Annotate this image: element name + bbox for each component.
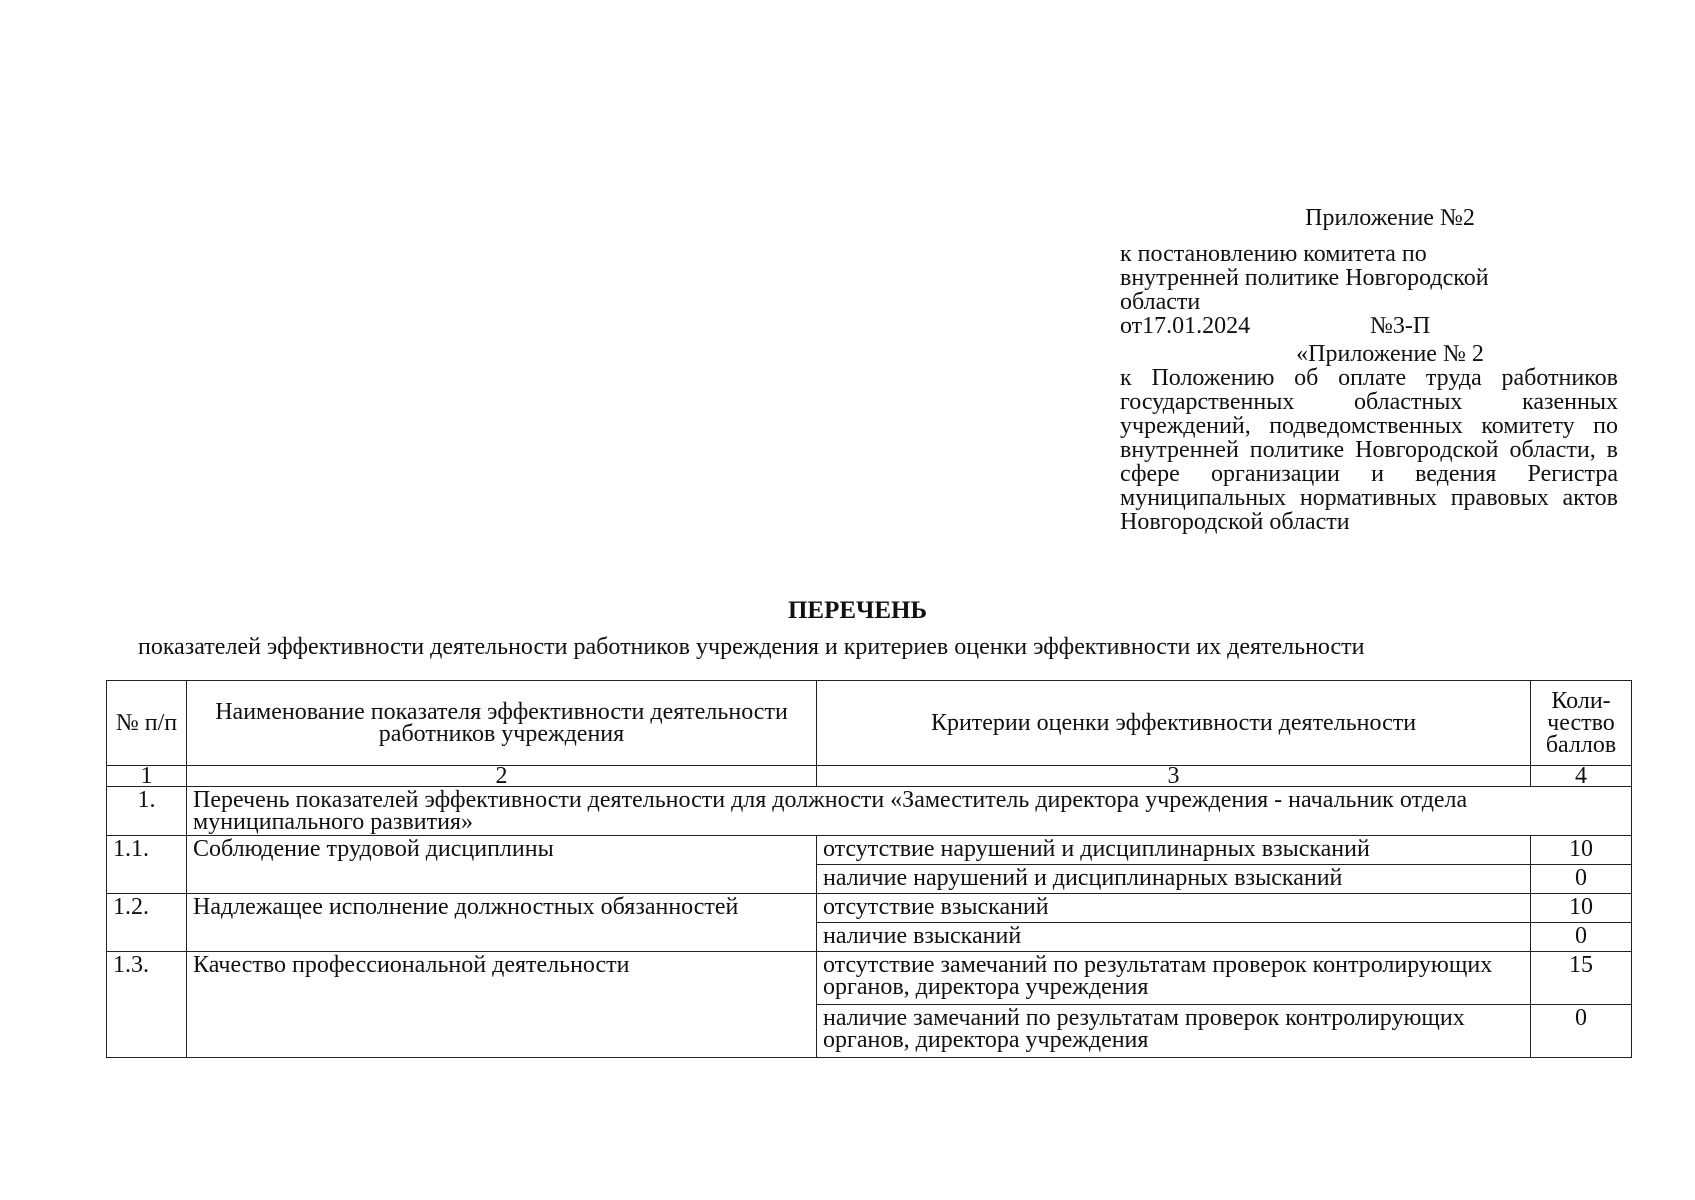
- column-index: 2: [187, 766, 817, 787]
- row-num: 1.3.: [107, 952, 187, 1058]
- annex-basis-line: к постановлению комитета по: [1120, 241, 1427, 267]
- section-row: [107, 787, 1632, 836]
- annex-basis-line: внутренней политике Новгородской: [1120, 265, 1489, 291]
- annex-basis-line: области: [1120, 289, 1201, 315]
- header-points: Коли-чество баллов: [1531, 681, 1632, 766]
- criteria-points: 0: [1531, 865, 1632, 894]
- table-row: [107, 952, 1632, 1005]
- table-header-row: [107, 681, 1632, 766]
- row-name: Надлежащее исполнение должностных обязанностей: [187, 894, 817, 952]
- criteria-points: 10: [1531, 894, 1632, 923]
- header-criteria: Критерии оценки эффективности деятельности: [817, 681, 1531, 766]
- criteria-text: наличие нарушений и дисциплинарных взысканий: [817, 865, 1531, 894]
- section-num: 1.: [107, 787, 187, 836]
- annex-date: от17.01.2024: [1120, 313, 1251, 339]
- criteria-points: 15: [1531, 952, 1632, 1005]
- column-index: 3: [817, 766, 1531, 787]
- criteria-text: наличие замечаний по результатам проверок контролирующих органов, директора учреждения: [817, 1005, 1531, 1058]
- annex-block: [1120, 206, 1620, 534]
- criteria-text: наличие взысканий: [817, 923, 1531, 952]
- indicators-table: [106, 680, 1632, 1058]
- section-title: Перечень показателей эффективности деятельности для должности «Заместитель директора учреждения - начальник отдела муниципального развития»: [187, 787, 1632, 836]
- annex-basis: [1120, 242, 1570, 314]
- criteria-text: отсутствие замечаний по результатам проверок контролирующих органов, директора учреждения: [817, 952, 1531, 1005]
- annex-sub-title: «Приложение № 2: [1296, 341, 1484, 367]
- column-index: 1: [107, 766, 187, 787]
- criteria-text: отсутствие нарушений и дисциплинарных взысканий: [817, 836, 1531, 865]
- criteria-points: 0: [1531, 1005, 1632, 1058]
- row-name: Соблюдение трудовой дисциплины: [187, 836, 817, 894]
- document-subheading: показателей эффективности деятельности работников учреждения и критериев оценки эффективности их деятельности: [138, 634, 1365, 660]
- document-heading: ПЕРЕЧЕНЬ: [787, 597, 928, 624]
- annex-sub-text: к Положению об оплате труда работников государственных областных казенных учреждений, подведомственных комитету по внутренней политике Новгородской области, в сфере организации и ведения Регистра муниципальных нормативных правовых актов Новгородской области: [1120, 365, 1618, 535]
- column-index-row: [107, 766, 1632, 787]
- header-num: № п/п: [107, 681, 187, 766]
- row-num: 1.2.: [107, 894, 187, 952]
- header-name: Наименование показателя эффективности деятельности работников учреждения: [187, 681, 817, 766]
- annex-date-row: [1120, 314, 1620, 338]
- table-row: [107, 836, 1632, 865]
- row-name: Качество профессиональной деятельности: [187, 952, 817, 1058]
- column-index: 4: [1531, 766, 1632, 787]
- annex-number: №3-П: [1370, 313, 1431, 339]
- annex-title: Приложение №2: [1305, 205, 1475, 231]
- criteria-text: отсутствие взысканий: [817, 894, 1531, 923]
- row-num: 1.1.: [107, 836, 187, 894]
- criteria-points: 0: [1531, 923, 1632, 952]
- table-row: [107, 894, 1632, 923]
- criteria-points: 10: [1531, 836, 1632, 865]
